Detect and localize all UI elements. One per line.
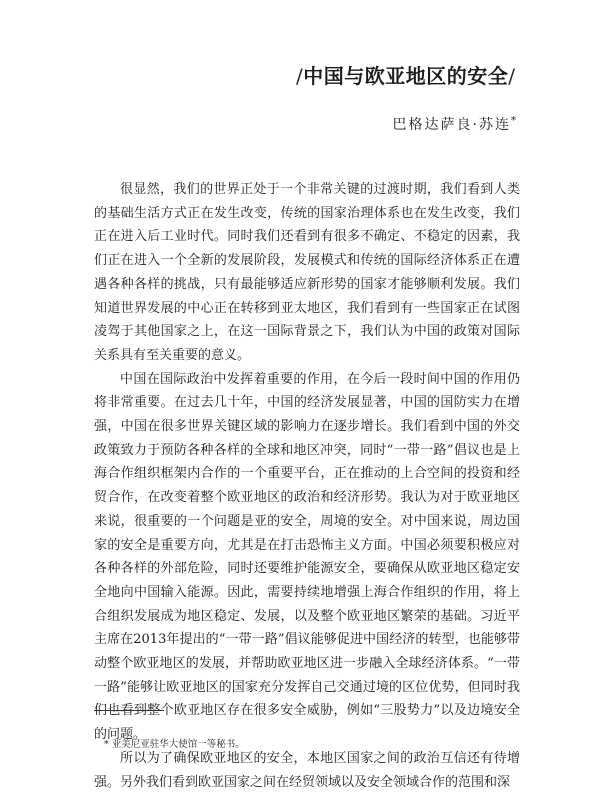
author-line	[393, 114, 518, 134]
author-name: 巴格达萨良·苏连	[392, 117, 511, 133]
article-title	[296, 60, 532, 89]
footnote: * 亚美尼亚驻华大使馆一等秘书。	[104, 739, 245, 750]
title-slash-left: /	[296, 64, 304, 88]
footnote-divider	[94, 710, 164, 711]
title-slash-right: /	[508, 64, 516, 88]
title-text: 中国与欧亚地区的安全	[303, 64, 509, 88]
paragraph-1: 很显然，我们的世界正处于一个非常关键的过渡时期，我们看到人类的基础生活方式正在发生改变，传统的国家治理体系也在发生改变，我们正在进入后工业时代。同时我们还看到有很多不确定、不稳定的因素，我们正在进入一个全新的发展阶段，发展模式和传统的国际经济体系正在遭遇各种各样的挑战，只有最能够适应新形势的国家才能够顺利发展。我们知道世界发展的中心正在转移到亚太地区，我们看到有一些国家正在试图凌驾于其他国家之上，在这一国际背景之下，我们认为中国的政策对国际关系具有至关重要的意义。	[94, 182, 520, 363]
article-body	[94, 178, 520, 794]
paragraph-3: 所以为了确保欧亚地区的安全，本地区国家之间的政治互信还有待增强。另外我们看到欧亚国家之间在经贸领域以及安全领域合作的范围和深	[94, 750, 520, 790]
author-footnote-mark: *	[511, 115, 518, 127]
paragraph-2: 中国在国际政治中发挥着重要的作用，在今后一段时间中国的作用仍将非常重要。在过去几十年，中国的经济发展显著，中国的国防实力在增强，中国在很多世界关键区域的影响力在逐步增长。我们看到中国的外交政策致力于预防各种各样的全球和地区冲突，同时“一带一路”倡议也是上海合作组织框架内合作的一个重要平台，正在推动的上合空间的投资和经贸合作，在改变着整个欧亚地区的政治和经济形势。我认为对于欧亚地区来说，很重要的一个问题是亚的安全，周境的安全。对中国来说，周边国家的安全是重要方向，尤其是在打击恐怖主义方面。中国必须要积极应对各种各样的外部危险，同时还要维护能源安全，要确保从欧亚地区稳定安全地向中国输入能源。因此，需要持续地增强上海合作组织的作用，将上合组织发展成为地区稳定、发展，以及整个欧亚地区繁荣的基础。习近平主席在2013年提出的“一带一路”倡议能够促进中国经济的转型，也能够带动整个欧亚地区的发展，并帮助欧亚地区进一步融入全球经济体系。“一带一路”能够让欧亚地区的国家充分发挥自己交通过境的区位优势，但同时我们也看到整个欧亚地区存在很多安全威胁，例如“三股势力”以及边境安全的问题。	[94, 371, 520, 743]
